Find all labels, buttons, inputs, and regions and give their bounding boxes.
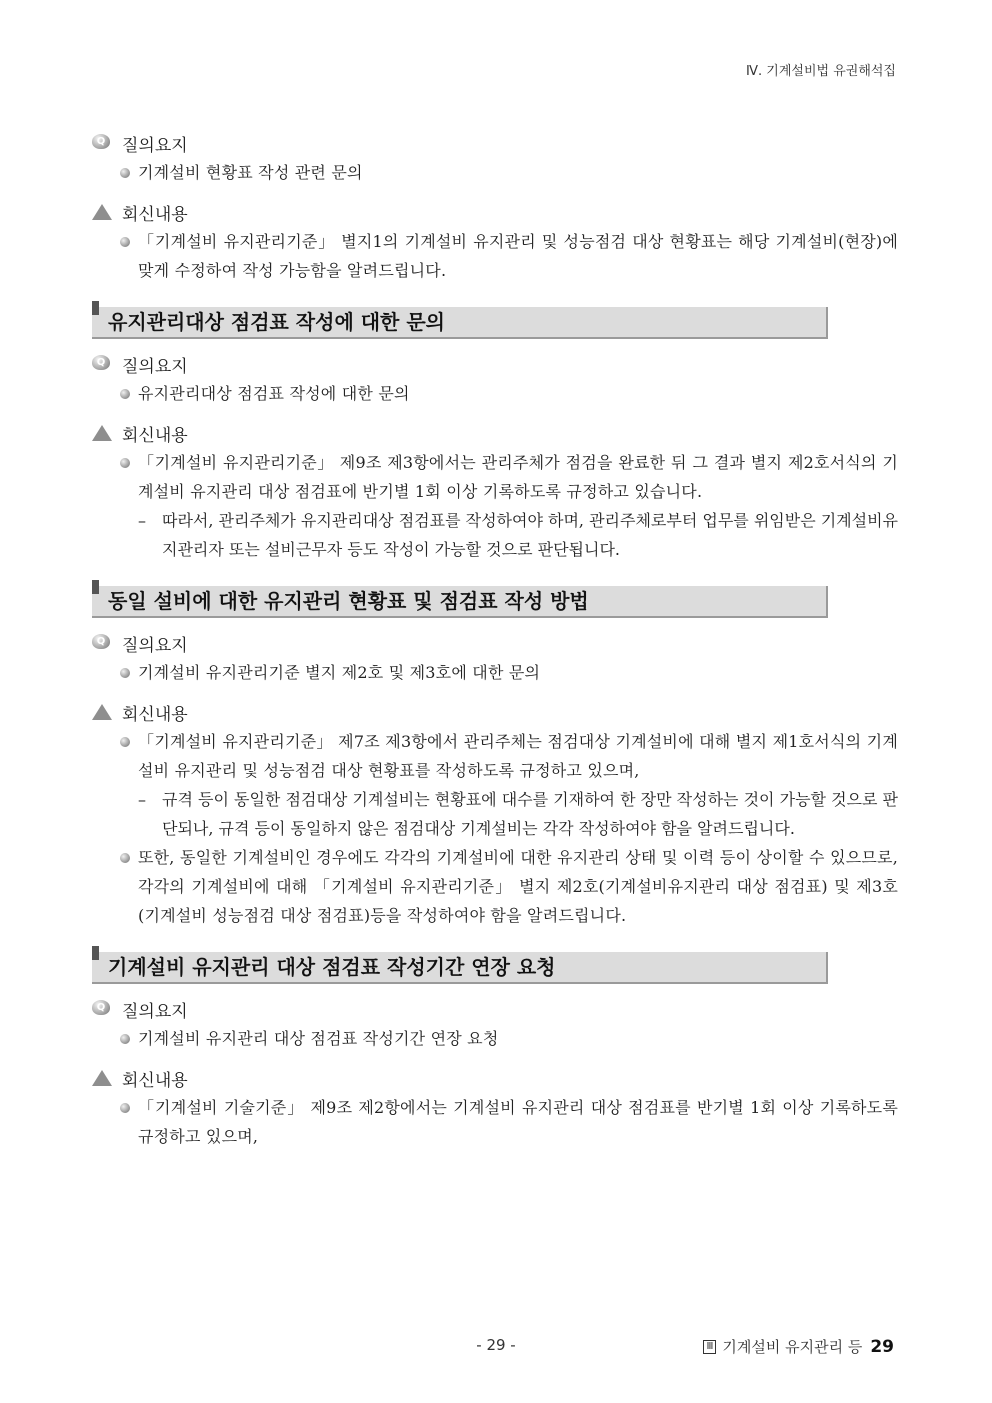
- answer-heading: [92, 197, 898, 227]
- question-label: 질의요지: [122, 635, 188, 656]
- section-title: 동일 설비에 대한 유지관리 현황표 및 점검표 작성 방법: [108, 589, 589, 613]
- answer-label: 회신내용: [122, 204, 188, 225]
- document-body: [92, 128, 898, 1151]
- section-heading: [92, 301, 830, 337]
- answer-item: [92, 727, 898, 785]
- running-header: Ⅳ. 기계설비법 유권해석집: [746, 64, 896, 79]
- bullet-icon: [120, 458, 130, 468]
- section-marker-icon: [92, 580, 99, 594]
- bullet-icon: [120, 853, 130, 863]
- answer-item: [92, 227, 898, 285]
- question-item: [92, 379, 898, 408]
- footer-chapter: [703, 1336, 894, 1357]
- bullet-icon: [120, 168, 130, 178]
- question-text: 기계설비 유지관리 대상 점검표 작성기간 연장 요청: [138, 1029, 499, 1048]
- answer-text: 「기계설비 유지관리기준」 제9조 제3항에서는 관리주체가 점검을 완료한 뒤 그 결과 별지 제2호서식의 기계설비 유지관리 대상 점검표에 반기별 1회 이상 기록하도록 규정하고 있습니다.: [138, 453, 898, 501]
- answer-label: 회신내용: [122, 1070, 188, 1091]
- answer-triangle-icon: [92, 704, 112, 720]
- page-number-center: - 29 -: [476, 1336, 516, 1354]
- answer-text: 「기계설비 유지관리기준」 별지1의 기계설비 유지관리 및 성능점검 대상 현황표는 해당 기계설비(현장)에 맞게 수정하여 작성 가능함을 알려드립니다.: [138, 232, 898, 280]
- question-icon: Q: [92, 355, 112, 373]
- question-label: 질의요지: [122, 135, 188, 156]
- answer-text: 또한, 동일한 기계설비인 경우에도 각각의 기계설비에 대한 유지관리 상태 및 이력 등이 상이할 수 있으므로, 각각의 기계설비에 대해 「기계설비 유지관리기준」 별지 제2호(기계설비유지관리 대상 점검표) 및 제3호(기계설비 성능점검 대상 점검표)등을 작성하여야 함을 알려드립니다.: [138, 848, 898, 925]
- answer-item: [92, 448, 898, 506]
- answer-label: 회신내용: [122, 704, 188, 725]
- question-heading: [92, 994, 898, 1024]
- bullet-icon: [120, 1103, 130, 1113]
- answer-heading: [92, 697, 898, 727]
- answer-text: 「기계설비 기술기준」 제9조 제2항에서는 기계설비 유지관리 대상 점검표를 반기별 1회 이상 기록하도록 규정하고 있으며,: [138, 1098, 898, 1146]
- answer-subtext: 규격 등이 동일한 점검대상 기계설비는 현황표에 대수를 기재하여 한 장만 작성하는 것이 가능할 것으로 판단되나, 규격 등이 동일하지 않은 점검대상 기계설비는 각각 작성하여야 함을 알려드립니다.: [162, 790, 898, 838]
- section-marker-icon: [92, 946, 99, 960]
- chapter-title: 기계설비 유지관리 등: [722, 1338, 863, 1356]
- answer-heading: [92, 1063, 898, 1093]
- question-heading: [92, 628, 898, 658]
- answer-text: 「기계설비 유지관리기준」 제7조 제3항에서 관리주체는 점검대상 기계설비에 대해 별지 제1호서식의 기계설비 유지관리 및 성능점검 대상 현황표를 작성하도록 규정하고 있으며,: [138, 732, 898, 780]
- question-item: [92, 158, 898, 187]
- answer-label: 회신내용: [122, 425, 188, 446]
- answer-subtext: 따라서, 관리주체가 유지관리대상 점검표를 작성하여야 하며, 관리주체로부터 업무를 위임받은 기계설비유지관리자 또는 설비근무자 등도 작성이 가능할 것으로 판단됩니다.: [162, 511, 899, 559]
- question-icon: Q: [92, 134, 112, 152]
- question-item: [92, 1024, 898, 1053]
- question-text: 기계설비 현황표 작성 관련 문의: [138, 163, 363, 182]
- section-marker-icon: [92, 301, 99, 315]
- answer-subitem: [92, 506, 898, 564]
- bullet-icon: [120, 1034, 130, 1044]
- question-label: 질의요지: [122, 1001, 188, 1022]
- bullet-icon: [120, 737, 130, 747]
- answer-triangle-icon: [92, 204, 112, 220]
- question-label: 질의요지: [122, 356, 188, 377]
- question-icon: Q: [92, 1000, 112, 1018]
- answer-item: [92, 1093, 898, 1151]
- dash-marker: –: [138, 790, 146, 809]
- bullet-icon: [120, 668, 130, 678]
- question-text: 기계설비 유지관리기준 별지 제2호 및 제3호에 대한 문의: [138, 663, 541, 682]
- chapter-box: Ⅲ: [703, 1340, 716, 1354]
- answer-triangle-icon: [92, 425, 112, 441]
- bullet-icon: [120, 389, 130, 399]
- question-icon: Q: [92, 634, 112, 652]
- section-heading: [92, 580, 830, 616]
- section-title: 기계설비 유지관리 대상 점검표 작성기간 연장 요청: [108, 955, 556, 979]
- question-text: 유지관리대상 점검표 작성에 대한 문의: [138, 384, 410, 403]
- question-item: [92, 658, 898, 687]
- section-title: 유지관리대상 점검표 작성에 대한 문의: [108, 310, 445, 334]
- question-heading: [92, 349, 898, 379]
- answer-subitem: [92, 785, 898, 843]
- answer-heading: [92, 418, 898, 448]
- answer-triangle-icon: [92, 1070, 112, 1086]
- section-heading: [92, 946, 830, 982]
- dash-marker: –: [138, 511, 146, 530]
- question-heading: [92, 128, 898, 158]
- page-number: 29: [870, 1336, 894, 1357]
- bullet-icon: [120, 237, 130, 247]
- answer-item: [92, 843, 898, 930]
